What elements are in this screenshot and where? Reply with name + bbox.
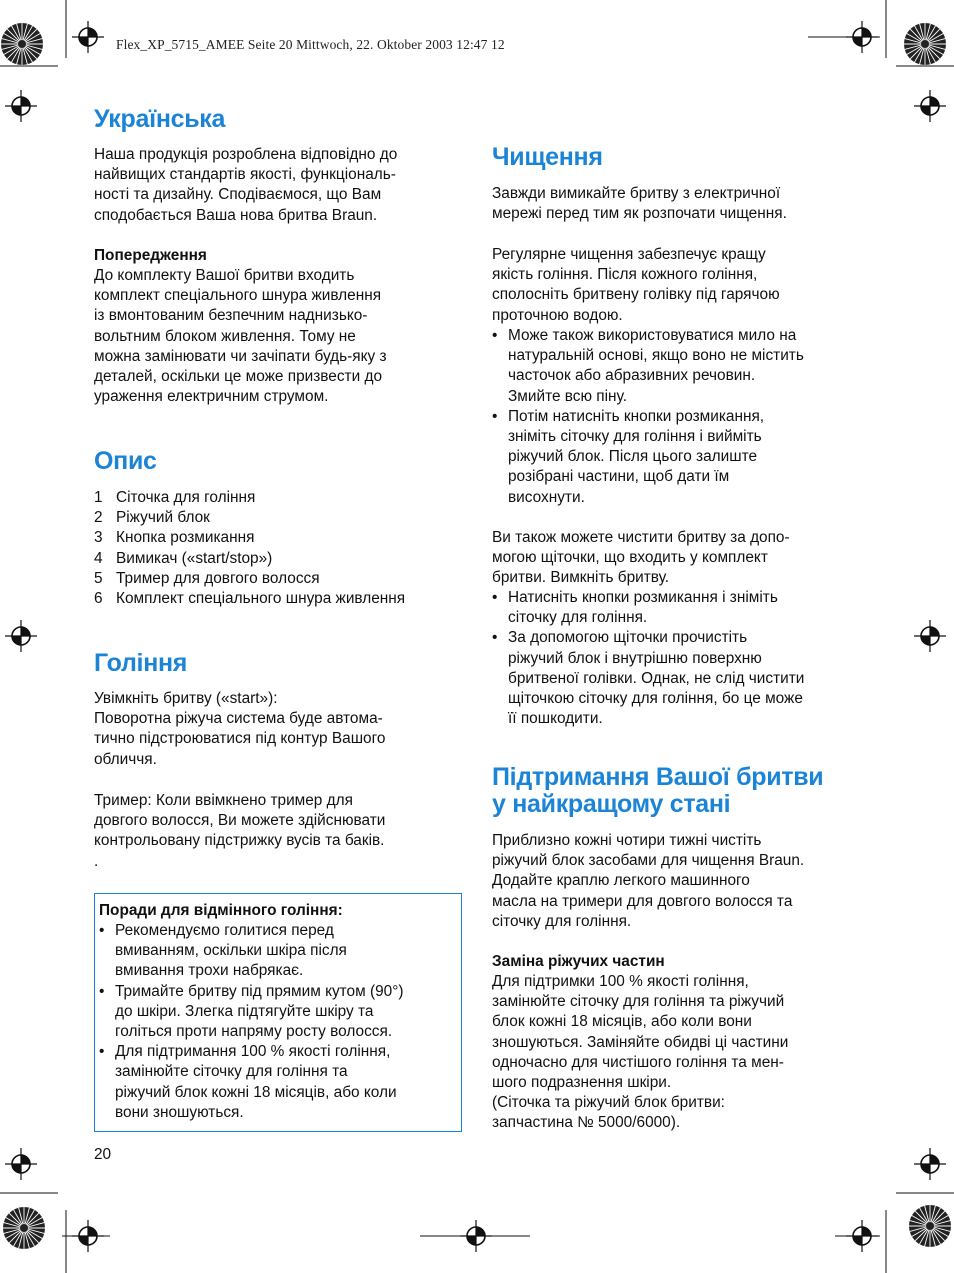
registration-mark-icon (914, 90, 946, 122)
color-rosette-icon (1, 23, 43, 65)
description-item (94, 488, 466, 508)
trimmer-paragraph: Тример: Коли ввімкнено тример для довгого волосся, Ви можете здійснювати контрольовану підстрижку вусів та баків. . (94, 792, 386, 870)
page-title: Українська (94, 105, 226, 133)
bullet-icon: • (492, 407, 498, 425)
tips-list (99, 921, 459, 1123)
description-item-number: 2 (94, 509, 103, 527)
maintain-paragraph: Приблизно кожні чотири тижні чистіть ріжучий блок засобами для чищення Braun. Додайте краплю легкого машинного масла на тримери для довгого волосся та сіточку для гоління. (492, 832, 805, 930)
description-item-number: 5 (94, 569, 103, 587)
description-list (94, 488, 466, 609)
cleaning-list-1 (492, 326, 864, 508)
registration-mark-icon (914, 620, 946, 652)
shaving-heading: Гоління (94, 649, 188, 677)
description-item-number: 4 (94, 549, 103, 567)
page-number: 20 (94, 1146, 112, 1163)
description-item-text: Вимикач («start/stop») (116, 549, 273, 567)
tip-item-text: Тримайте бритву під прямим кутом (90°) до шкіри. Злегка підтягуйте шкіру та голіться проти напряму росту волосся. (115, 982, 404, 1041)
tip-item (99, 1042, 459, 1123)
description-item (94, 589, 466, 609)
cleaning-item-text: Може також використовуватися мило на натуральній основі, якщо воно не містить часточок або абразивних речовин. Змийте всю піну. (508, 327, 804, 405)
shaving-paragraph: Увімкніть бритву («start»): Поворотна ріжуча система буде автома- тично підстроюватися під контур Вашого обличчя. (94, 690, 386, 768)
maintain-heading-line-1: Підтримання Вашої бритви (492, 763, 824, 791)
description-item-text: Кнопка розмикання (116, 529, 255, 547)
bullet-icon: • (492, 589, 498, 606)
description-item-text: Сіточка для гоління (116, 489, 256, 506)
description-item (94, 569, 466, 589)
description-item-number: 6 (94, 590, 103, 608)
cleaning-item (492, 588, 864, 628)
warning-heading: Попередження (94, 247, 207, 264)
cleaning-item (492, 628, 864, 729)
registration-mark-icon (5, 90, 37, 122)
print-header: Flex_XP_5715_AMEE Seite 20 Mittwoch, 22. Oktober 2003 12:47 12 (116, 37, 505, 52)
tip-item-text: Для підтримання 100 % якості гоління, замінюйте сіточку для гоління та ріжучий блок кожні 18 місяців, або коли вони зношуються. (115, 1043, 397, 1121)
cleaning-item-text: Потім натисніть кнопки розмикання, зніміть сіточку для гоління і вийміть ріжучий блок. Після цього залиште розібрані частини, щоб дати їм висохнути. (508, 407, 765, 506)
tip-item (99, 982, 459, 1043)
bullet-icon: • (99, 1043, 105, 1061)
cleaning-intro: Завжди вимикайте бритву з електричної мережі перед тим як розпочати чищення. (492, 185, 787, 223)
cleaning-item-text: За допомогою щіточки прочистіть ріжучий блок і внутрішню поверхню бритвеної голівки. Однак, не слід чистити щіточкою сіточку для гоління, бо це може її пошкодити. (508, 629, 805, 728)
cleaning-regular: Регулярне чищення забезпечує кращу якість гоління. Після кожного гоління, сполосніть бритвену голівку під гарячою проточною водою. (492, 246, 780, 324)
tips-heading: Поради для відмінного гоління: (99, 902, 343, 919)
registration-mark-icon (5, 620, 37, 652)
cleaning-heading: Чищення (492, 143, 603, 171)
registration-mark-icon (914, 1148, 946, 1180)
description-item-number: 3 (94, 529, 103, 547)
color-rosette-icon (904, 23, 946, 65)
warning-paragraph: До комплекту Вашої бритви входить комплект спеціального шнура живлення із вмонтованим безпечним наднизько- вольтним блоком живлення. Тому не можна замінювати чи зачіпати будь-яку з деталей, оскільки це може призвести до ураження електричним струмом. (94, 267, 387, 406)
registration-mark-icon (72, 21, 104, 53)
tip-item (99, 921, 459, 982)
description-item (94, 508, 466, 528)
bullet-icon: • (99, 982, 105, 1000)
replace-heading: Заміна ріжучих частин (492, 953, 665, 970)
intro-paragraph: Наша продукція розроблена відповідно до найвищих стандартів якості, функціональ- ності та дизайну. Сподіваємося, що Вам сподобається Ваша нова бритва Braun. (94, 146, 398, 224)
cleaning-item (492, 326, 864, 407)
bullet-icon: • (99, 922, 105, 939)
bullet-icon: • (492, 327, 498, 344)
bullet-icon: • (492, 629, 498, 647)
cleaning-item (492, 407, 864, 508)
description-item (94, 528, 466, 548)
description-heading: Опис (94, 447, 157, 475)
brush-paragraph: Ви також можете чистити бритву за допо- могою щіточки, що входить у комплект бритви. Вимкніть бритву. (492, 529, 790, 587)
description-item-text: Тример для довгого волосся (116, 569, 320, 587)
color-rosette-icon (909, 1205, 951, 1247)
replace-paragraph: Для підтримки 100 % якості гоління, замінюйте сіточку для гоління та ріжучий блок кожні 18 місяців, або коли вони зношуються. Заміняйте обидві ці частини одночасно для чистішого гоління та мен- шого подразнення шкіри. (Сіточка та ріжучий блок бритви: запчастина № 5000/6000). (492, 973, 789, 1132)
cleaning-item-text: Натисніть кнопки розмикання і зніміть сіточку для гоління. (508, 589, 778, 627)
cleaning-list-2 (492, 588, 864, 729)
color-rosette-icon (3, 1207, 45, 1249)
description-item (94, 549, 466, 569)
description-item-number: 1 (94, 489, 103, 506)
registration-mark-icon (5, 1148, 37, 1180)
description-item-text: Ріжучий блок (116, 509, 210, 527)
description-item-text: Комплект спеціального шнура живлення (116, 590, 406, 608)
maintain-heading-line-2: у найкращому стані (492, 790, 731, 818)
tip-item-text: Рекомендуємо голитися перед вмиванням, оскільки шкіра після вмивання трохи набрякає. (115, 922, 347, 980)
